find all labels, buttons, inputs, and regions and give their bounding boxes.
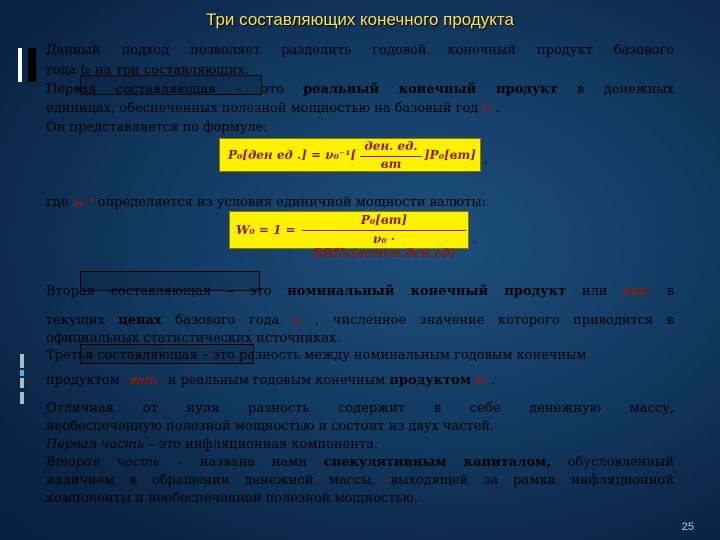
symbol-vvp: ВВП₀ (129, 377, 158, 387)
symbol-nu0: ν₀⁻¹ (72, 198, 94, 209)
text-span: . (495, 101, 500, 116)
formula-box-1 (219, 138, 481, 172)
text-span: продуктом (46, 373, 120, 388)
text-span: . (491, 373, 496, 388)
formula-box-2 (229, 211, 469, 260)
formula-lhs: W₀ = 1 = (236, 223, 296, 237)
text-span: Вторая составляющая – это (46, 284, 272, 299)
text-span: – названа нами (176, 455, 307, 470)
text-span: где (46, 195, 69, 210)
fraction-bar (302, 230, 466, 231)
text-span: и реальным годовым конечным (167, 373, 386, 388)
text-line: официальных статистических источниках. (46, 331, 341, 346)
formula-lhs: P₀[ден ед .] = ν₀⁻¹[ (228, 148, 357, 162)
text-line: наличием в обращении денежной массы, выходящей за рамки инфляционной (46, 473, 674, 488)
text-span: единицах, обеспеченных полезной мощностью на базовый год (46, 101, 479, 116)
text-span: , численное значение которого приводится в (315, 313, 674, 328)
text-line: необеспеченную полезной мощностью и состоит из двух частей. (46, 419, 495, 434)
text-line: Отличная от нуля разность содержит в себе денежную массу, (46, 401, 674, 416)
text-span: определяется из условия единичной мощности валюты: (97, 195, 487, 210)
text-line (46, 313, 674, 330)
formula-rhs: ]P₀[вт] (424, 148, 476, 162)
formula-trail: , (484, 152, 489, 167)
bold-term: реальный конечный продукт (303, 82, 558, 97)
text-span: Первая составляющая – это (46, 82, 284, 97)
text-span: обусловленный (567, 455, 675, 470)
bold-term: ценах (118, 313, 162, 328)
text-line (46, 101, 674, 118)
formula-numerator: ден. ед. (364, 139, 418, 153)
text-line: компоненты и необеспеченной полезной мощностью. (46, 491, 418, 506)
text-span: или (581, 284, 608, 299)
text-line: Он представляется по формуле: (46, 120, 268, 135)
slide-title: Три составляющих конечного продукта (206, 10, 514, 29)
text-span: текущих (46, 313, 105, 328)
text-span: в (666, 284, 674, 299)
text-span: базового года (175, 313, 280, 328)
text-line (46, 373, 674, 390)
bold-term: номинальный конечный продукт (287, 284, 567, 299)
text-line (46, 348, 674, 364)
italic-term: Первая часть (46, 437, 144, 452)
text-line (46, 82, 674, 98)
text-line (46, 437, 674, 453)
formula-numerator: P₀[вт] (360, 213, 408, 227)
text-span: – это разность между номинальным годовым конечным (201, 348, 587, 363)
text-line: Данный подход позволяет разделить годовой конечный продукт базового (46, 43, 674, 58)
formula-trail: . (472, 232, 477, 247)
text-span: Третья составляющая (46, 348, 198, 363)
text-line (46, 284, 674, 301)
text-line (46, 455, 674, 471)
italic-term: Вторая часть (46, 455, 160, 470)
symbol-t0: t₀ (482, 103, 492, 114)
formula-denominator: ν₀ · ВВП₀(номин.ден.ед) (312, 232, 456, 260)
text-line: года t₀ на три составляющих. (46, 63, 249, 78)
formula-denominator: вт (380, 157, 402, 171)
text-span: – это инфляционная компонента. (148, 437, 379, 452)
bold-term: продуктом (389, 373, 472, 388)
text-line (46, 195, 674, 212)
symbol-vvp: ВВП₀ (623, 288, 651, 298)
page-number: 25 (681, 521, 694, 533)
bold-term: спекулятивным капиталом, (323, 455, 551, 470)
symbol-t0: t₀ (292, 316, 302, 327)
text-span: в денежных (577, 82, 674, 97)
symbol-p0: P₀ (475, 376, 488, 387)
